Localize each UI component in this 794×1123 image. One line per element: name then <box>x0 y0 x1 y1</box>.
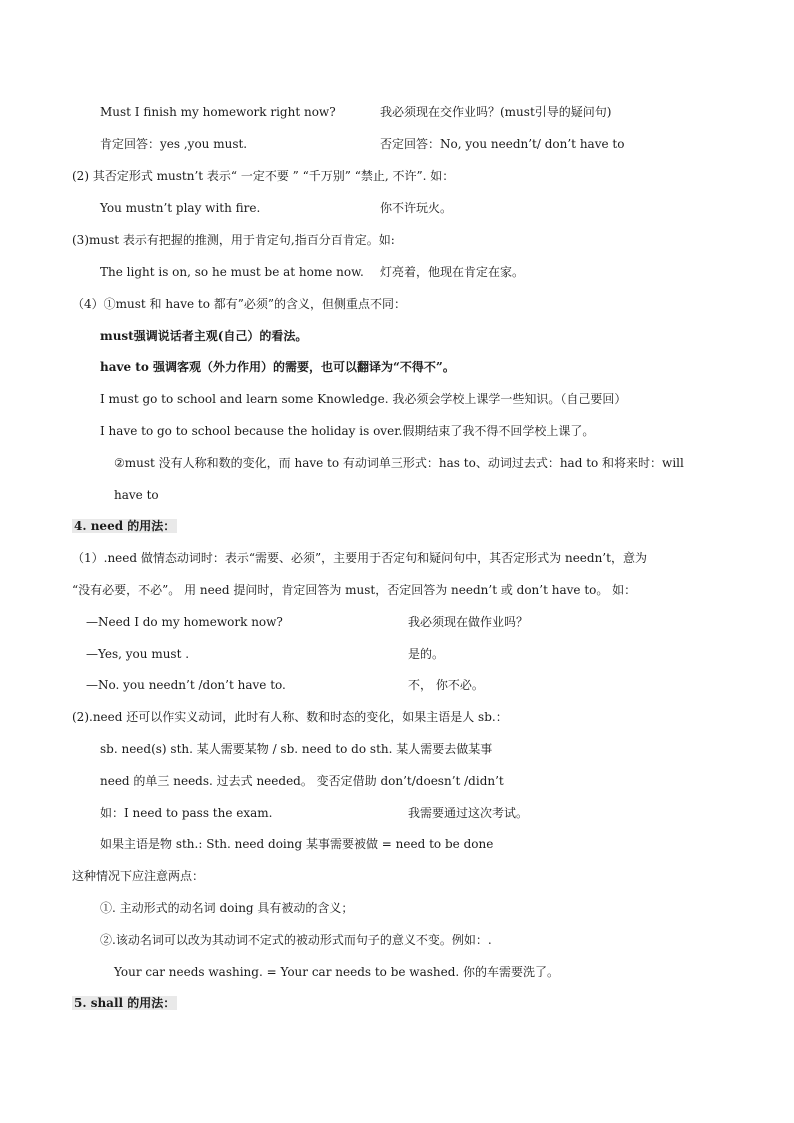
need-main-verb-explanation: (2).need 还可以作实义动词，此时有人称、数和时态的变化，如果主语是人 sb.： <box>72 710 508 724</box>
affirmative-answer: 肯定回答：yes ,you must. <box>100 137 248 151</box>
must-no-inflection-cont: have to <box>114 488 159 502</box>
need-modal-explanation: （1）.need 做情态动词时：表示“需要、必须”，主要用于否定句和疑问句中，其否定形式为 needn’t，意为 <box>72 551 647 565</box>
example-need-pass: 如：I need to pass the exam. <box>100 806 273 820</box>
point-two: ②.该动名词可以改为其动词不定式的被动形式而句子的意义不变。例如：. <box>100 933 492 947</box>
two-points-intro: 这种情况下应注意两点： <box>72 869 205 883</box>
example-inference: The light is on, so he must be at home now. <box>100 265 364 279</box>
need-modal-explanation-cont: “没有必要，不必”。 用 need 提问时，肯定回答为 must，否定回答为 needn’t 或 don’t have to。 如： <box>72 583 637 597</box>
must-subjective-note: must强调说话者主观(自己）的看法。 <box>100 329 308 343</box>
example-have-to-school: I have to go to school because the holiday is over.假期结束了我不得不回学校上课了。 <box>100 424 595 438</box>
example-car-washing: Your car needs washing. = Your car needs to be washed. 你的车需要洗了。 <box>114 965 560 979</box>
have-to-objective-note: have to 强调客观（外力作用）的需要，也可以翻译为“不得不”。 <box>100 360 455 374</box>
need-doing-pattern: 如果主语是物 sth.: Sth. need doing 某事需要被做 = need to be done <box>100 837 494 851</box>
section-heading-shall <box>72 995 177 1011</box>
must-no-inflection: ②must 没有人称和数的变化，而 have to 有动词单三形式：has to、动词过去式：had to 和将来时：will <box>114 456 684 470</box>
translation-need-pass: 我需要通过这次考试。 <box>408 806 529 820</box>
example-need-question: —Need I do my homework now? <box>86 615 283 629</box>
negative-answer: 否定回答：No, you needn’t/ don’t have to <box>380 137 625 151</box>
translation-inference: 灯亮着，他现在肯定在家。 <box>380 265 525 279</box>
mustnt-explanation: (2) 其否定形式 mustn’t 表示“ 一定不要 ” “千万别” “禁止, 不许”. 如： <box>72 169 455 183</box>
example-must-question: Must I finish my homework right now? <box>100 105 336 119</box>
need-inflections: need 的单三 needs. 过去式 needed。 变否定借助 don’t/doesn’t /didn’t <box>100 774 504 788</box>
point-one: ①. 主动形式的动名词 doing 具有被动的含义； <box>100 901 354 915</box>
section-heading-need-label: 4. need 的用法： <box>74 519 176 533</box>
example-mustnt: You mustn’t play with fire. <box>100 201 261 215</box>
section-heading-shall-label: 5. shall 的用法： <box>74 996 176 1010</box>
example-no-neednt: —No. you needn’t /don’t have to. <box>86 678 286 692</box>
translation-must-question: 我必须现在交作业吗？(must引导的疑问句) <box>380 105 612 119</box>
translation-yes-must: 是的。 <box>408 647 445 661</box>
example-yes-must: —Yes, you must . <box>86 647 190 661</box>
example-must-school: I must go to school and learn some Knowledge. 我必须会学校上课学一些知识。（自己要回） <box>100 392 627 406</box>
translation-need-question: 我必须现在做作业吗？ <box>408 615 529 629</box>
need-pattern: sb. need(s) sth. 某人需要某物 / sb. need to do sth. 某人需要去做某事 <box>100 742 493 756</box>
section-heading-need <box>72 518 177 534</box>
must-vs-have-to: （4）①must 和 have to 都有”必须”的含义，但侧重点不同： <box>72 297 407 311</box>
translation-mustnt: 你不许玩火。 <box>380 201 453 215</box>
must-inference-explanation: (3)must 表示有把握的推测，用于肯定句,指百分百肯定。如: <box>72 233 395 247</box>
translation-no-neednt: 不， 你不必。 <box>408 678 484 692</box>
